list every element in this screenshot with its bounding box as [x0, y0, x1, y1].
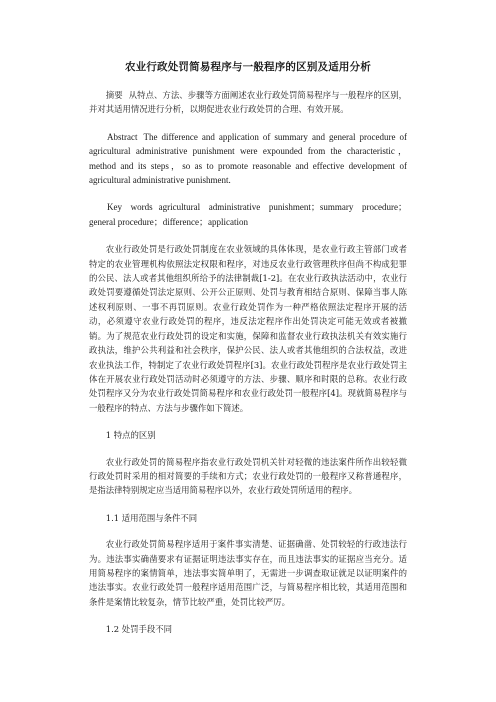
keywords-en [89, 200, 407, 229]
section-1-heading: 1 特点的区别 [105, 430, 156, 441]
intro-paragraph: 农业行政处罚是行政处罚制度在农业领域的具体体现，是农业行政主管部门或者特定的农业管理机构依照法定权限和程序，对违反农业行政管理秩序但尚不构成犯罪的公民、法人或者其他组织所给予的法律制裁[1-2]。在农业行政执法活动中，农业行政处罚要遵循处罚法定原则、公开公正原则、处罚与教育相结合原则、保障当事人陈述权利原则、一事不再罚原则。农业行政处罚作为一种严格依照法定程序开展的活动，必须遵守农业行政处罚的程序，违反法定程序作出处罚决定可能无效或者被撤销。为了规范农业行政处罚的设定和实施，保障和监督农业行政执法机关有效实施行政执法，维护公共利益和社会秩序，保护公民、法人或者其他组织的合法权益，改进农业执法工作，特制定了农业行政处罚程序[3]。农业行政处罚程序是农业行政处罚主体在开展农业行政处罚活动时必须遵守的方法、步骤、顺序和时限的总称。农业行政处罚程序又分为农业行政处罚简易程序和农业行政处罚一般程序[4]。现就简易程序与一般程序的特点、方法与步骤作如下简述。 [89, 244, 407, 413]
section-1-1-heading: 1.1 适用范围与条件不同 [105, 512, 198, 523]
keywords-en-text: agricultural administrative punishment；summary procedure；general procedure；difference；application [89, 202, 407, 227]
section-1-paragraph: 农业行政处罚的简易程序指农业行政处罚机关针对轻微的违法案件所作出较轻微行政处罚时采用的相对简要的手续和方式；农业行政处罚的一般程序又称普通程序，是指法律特别规定应当适用简易程序以外，农业行政处罚所适用的程序。 [89, 456, 407, 496]
paper-title: 农业行政处罚简易程序与一般程序的区别及适用分析 [124, 61, 372, 73]
abstract-en-label: Abstract [107, 131, 138, 142]
keywords-en-label: Key words [107, 202, 153, 213]
section-1-2-heading: 1.2 处罚手段不同 [105, 624, 173, 635]
abstract-cn-text: 从特点、方法、步骤等方面阐述农业行政处罚简易程序与一般程序的区别，并对其适用情况进行分析，以期促进农业行政处罚的合理、有效开展。 [89, 90, 408, 115]
paper-page [89, 60, 407, 649]
abstract-en [89, 130, 407, 188]
section-1-1-paragraph: 农业行政处罚简易程序适用于案件事实清楚、证据确凿、处罚较轻的行政违法行为。违法事实确凿要求有证据证明违法事实存在，而且违法事实的证据应当充分。适用简易程序的案情简单，违法事实简单明了，无需进一步调查取证就足以证明案件的违法事实。农业行政处罚一般程序适用范围广泛，与简易程序相比较，其适用范围和条件是案情比较复杂，情节比较严重，处罚比较严厉。 [89, 539, 407, 607]
abstract-en-text: The difference and application of summary and general procedure of agricultural administrative punishment were expounded from the characteristic，method and its steps，so as to promote reasonable and effective development of agricultural administrative punishment. [89, 131, 407, 186]
abstract-cn [89, 88, 407, 117]
abstract-cn-label: 摘要 [105, 90, 123, 100]
